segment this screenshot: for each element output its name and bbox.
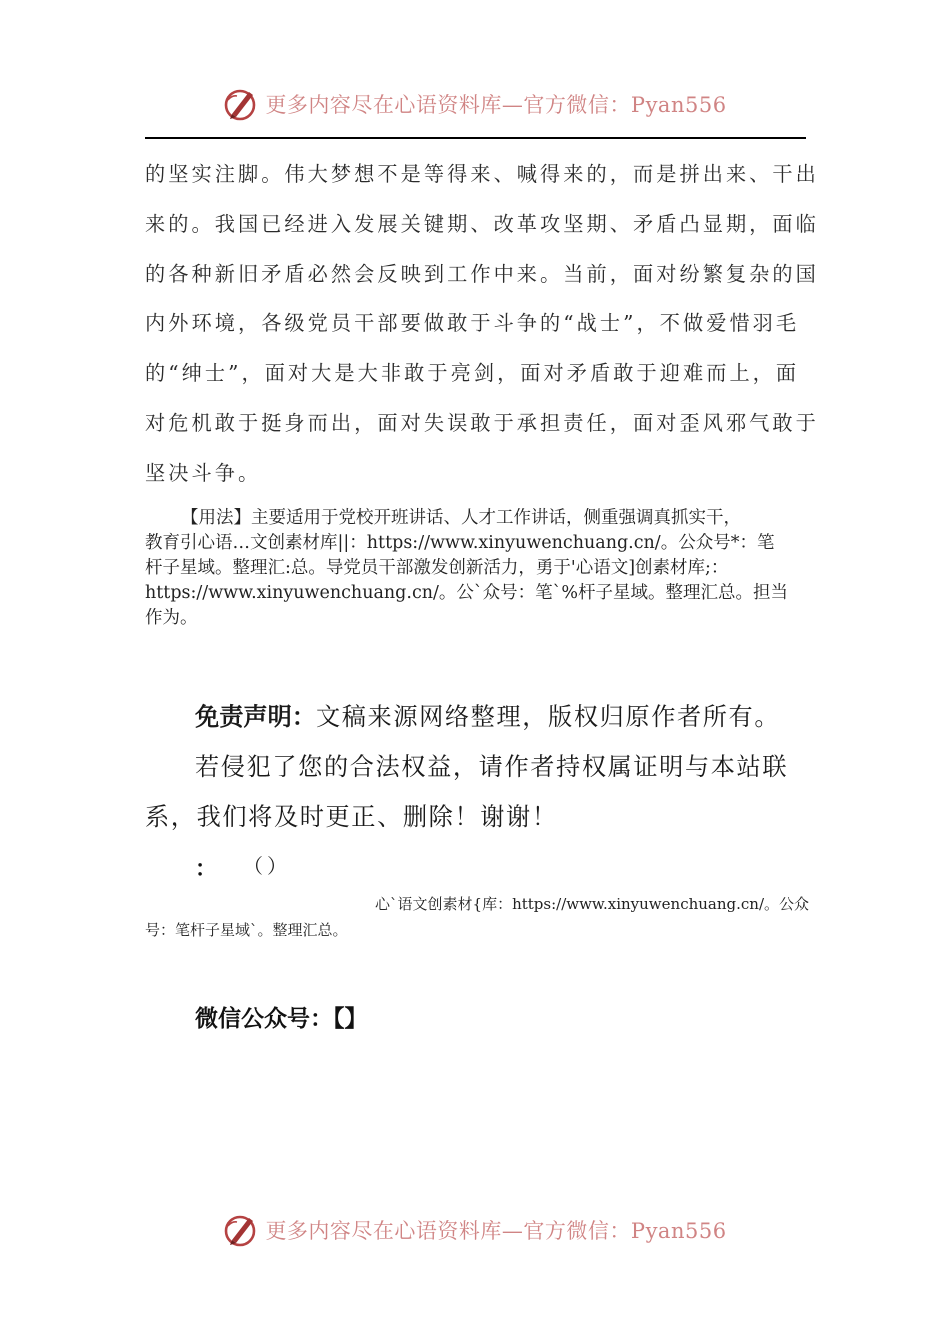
body-line: 对危机敢于挺身而出，面对失误敢于承担责任，面对歪风邪气敢于 bbox=[145, 410, 819, 435]
header-brand-text: 更多内容尽在心语资料库—官方微信：Pyan556 bbox=[265, 93, 727, 117]
pen-in-circle-icon bbox=[223, 1212, 259, 1248]
colon-mark: ： bbox=[195, 857, 218, 882]
usage-line: 作为。 bbox=[145, 608, 198, 628]
footer-brand bbox=[223, 1212, 726, 1248]
body-line: 来的。我国已经进入发展关键期、改革攻坚期、矛盾凸显期，面临 bbox=[145, 211, 819, 236]
page-header bbox=[0, 84, 950, 124]
body-paragraph bbox=[145, 150, 819, 499]
body-line: 内外环境，各级党员干部要做敢于斗争的“战士”，不做爱惜羽毛 bbox=[145, 311, 800, 336]
usage-line: 【用法】主要适用于党校开班讲话、人才工作讲话，侧重强调真抓实干， bbox=[181, 508, 741, 528]
header-divider bbox=[145, 137, 806, 139]
usage-line: 教育引心语…文创素材库||：https://www.xinyuwenchuang.cn/。公众号*：笔 bbox=[145, 533, 775, 553]
disclaimer-line bbox=[145, 692, 809, 742]
paren-mark: （） bbox=[243, 854, 291, 878]
usage-line: 杆子星域。整理汇:总。导党员干部激发创新活力，勇于'心语文]创素材库;： bbox=[145, 558, 729, 578]
pen-in-circle-icon bbox=[223, 86, 259, 122]
wechat-label: 微信公众号：【】 bbox=[195, 1006, 368, 1032]
body-line: 的各种新旧矛盾必然会反映到工作中来。当前，面对纷繁复杂的国 bbox=[145, 261, 819, 286]
usage-note bbox=[145, 506, 809, 631]
source-note bbox=[145, 891, 809, 943]
source-line: 心`语文创素材{库：https://www.xinyuwenchuang.cn/。公众 bbox=[375, 895, 809, 913]
disclaimer-label: 免责声明： bbox=[195, 703, 316, 731]
usage-line: https://www.xinyuwenchuang.cn/。公`众号：笔`%杆子星域。整理汇总。担当 bbox=[145, 583, 789, 603]
body-line: 坚决斗争。 bbox=[145, 460, 262, 485]
body-line: 的坚实注脚。伟大梦想不是等得来、喊得来的，而是拼出来、干出 bbox=[145, 162, 819, 186]
header-brand bbox=[223, 86, 726, 122]
disclaimer-line: 若侵犯了您的合法权益，请作者持权属证明与本站联 bbox=[195, 753, 789, 781]
page-footer bbox=[0, 1210, 950, 1250]
body-line: 的“绅士”，面对大是大非敢于亮剑，面对矛盾敢于迎难而上，面 bbox=[145, 361, 800, 386]
disclaimer bbox=[145, 692, 809, 842]
source-line: 号：笔杆子星域`。整理汇总。 bbox=[145, 921, 348, 939]
disclaimer-text: 文稿来源网络整理，版权归原作者所有。 bbox=[315, 703, 781, 731]
footer-brand-text: 更多内容尽在心语资料库—官方微信：Pyan556 bbox=[265, 1219, 727, 1243]
disclaimer-line: 系，我们将及时更正、删除！谢谢！ bbox=[145, 803, 558, 831]
